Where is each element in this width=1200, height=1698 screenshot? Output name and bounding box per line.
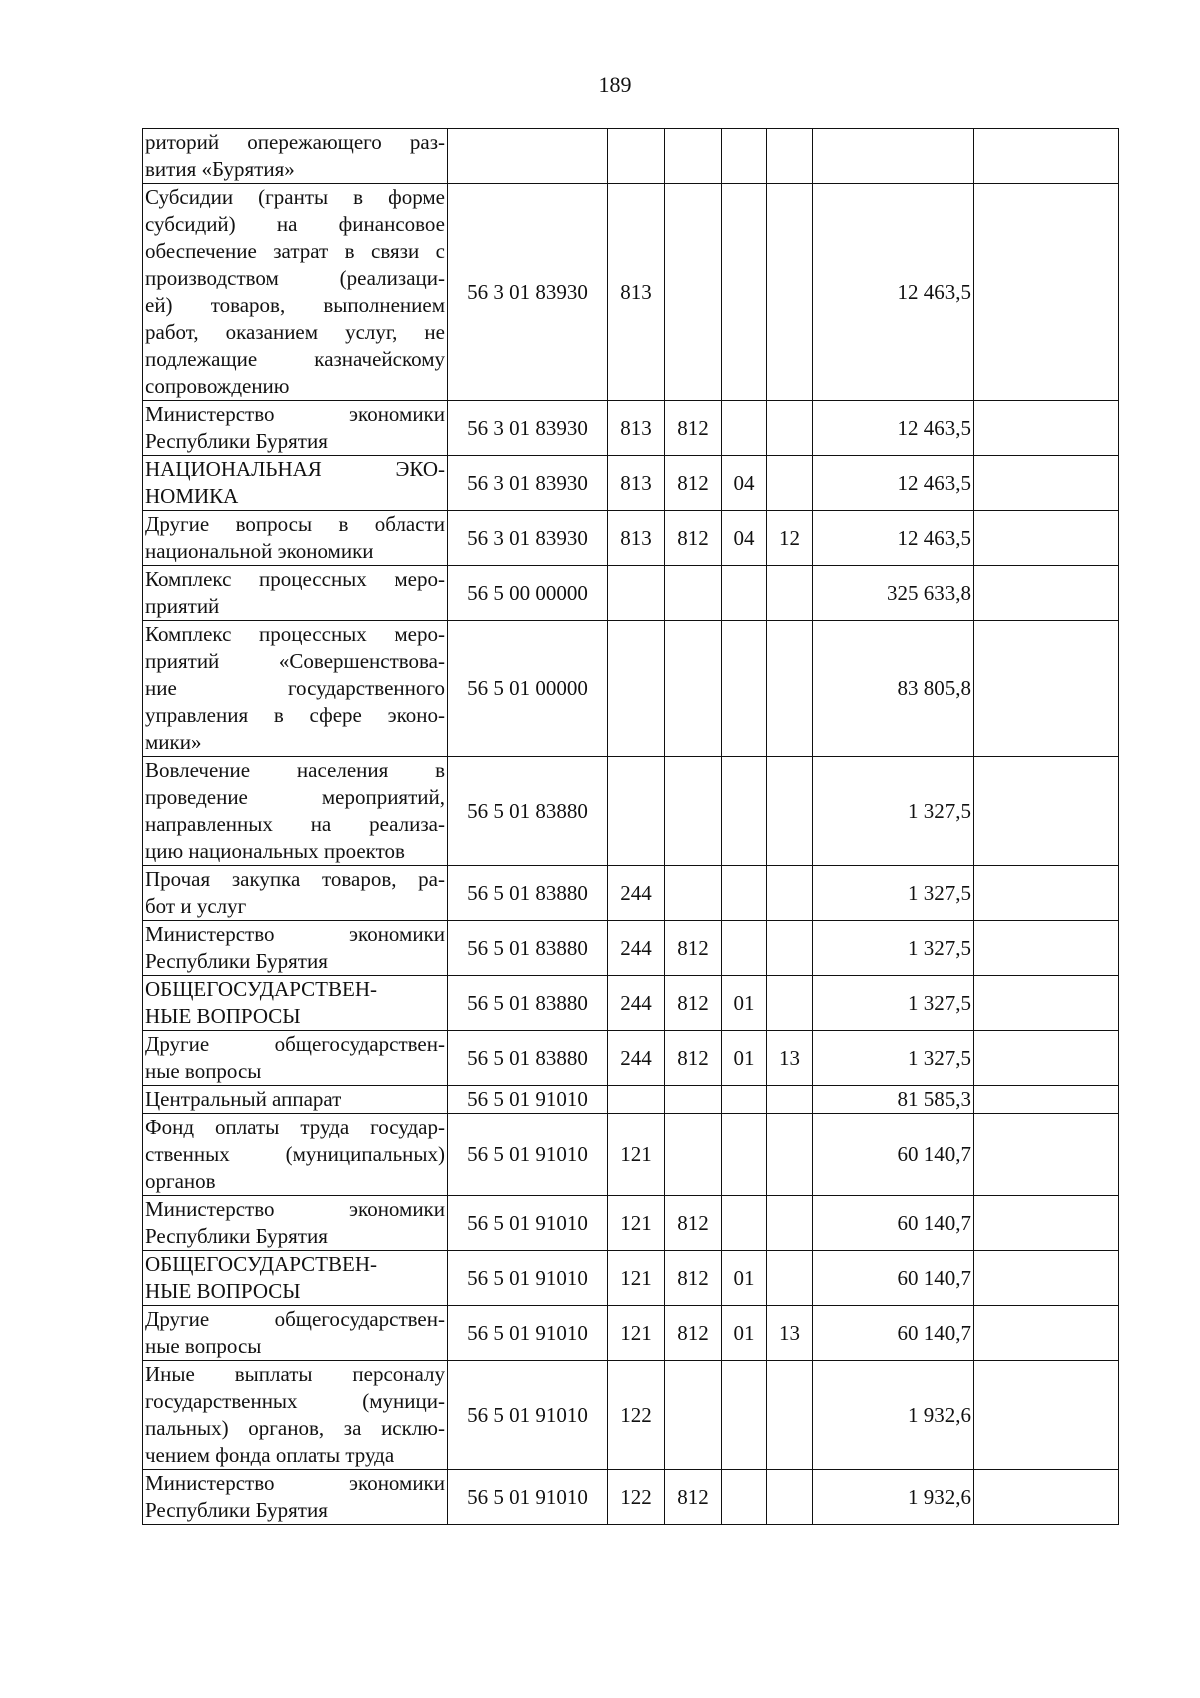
row-expense-type: 813 [608, 401, 665, 456]
row-subsection [767, 456, 813, 511]
row-name [143, 1361, 448, 1470]
row-amount: 12 463,5 [813, 511, 974, 566]
row-expense-type [608, 757, 665, 866]
row-name-line: сопровождению [145, 374, 290, 398]
row-name-line: национальной экономики [145, 539, 374, 563]
row-subsection [767, 1086, 813, 1114]
row-amount: 1 932,6 [813, 1361, 974, 1470]
row-name [143, 1306, 448, 1361]
row-name-line: НЫЕ ВОПРОСЫ [145, 1279, 301, 1303]
row-grbs [665, 866, 722, 921]
row-expense-type: 122 [608, 1470, 665, 1525]
row-name-line: государственных (муници- [145, 1389, 445, 1413]
row-section [722, 1196, 767, 1251]
row-amount: 60 140,7 [813, 1114, 974, 1196]
row-name [143, 621, 448, 757]
row-subsection [767, 621, 813, 757]
row-name-line: управления в сфере эконо- [145, 703, 445, 727]
row-code: 56 3 01 83930 [448, 511, 608, 566]
row-amount [813, 129, 974, 184]
row-name-line: Вовлечение населения в [145, 758, 445, 782]
row-name-line: НАЦИОНАЛЬНАЯ ЭКО- [145, 457, 445, 481]
row-empty-cell [974, 129, 1119, 184]
row-name-line: подлежащие казначейскому [145, 347, 445, 371]
row-name [143, 1031, 448, 1086]
row-name-line: Центральный аппарат [145, 1087, 342, 1111]
row-expense-type: 121 [608, 1306, 665, 1361]
row-grbs [665, 129, 722, 184]
row-name-line: ные вопросы [145, 1334, 262, 1358]
row-name-line: Комплекс процессных меро- [145, 622, 445, 646]
row-name-line: Фонд оплаты труда государ- [145, 1115, 445, 1139]
row-section [722, 566, 767, 621]
row-subsection [767, 866, 813, 921]
row-subsection [767, 976, 813, 1031]
row-name-line: Прочая закупка товаров, ра- [145, 867, 445, 891]
row-empty-cell [974, 1114, 1119, 1196]
row-name-line: цию национальных проектов [145, 839, 405, 863]
table-row [143, 1114, 1119, 1196]
row-expense-type [608, 621, 665, 757]
row-name [143, 1251, 448, 1306]
row-name-line: Республики Бурятия [145, 949, 328, 973]
row-amount: 83 805,8 [813, 621, 974, 757]
row-expense-type: 813 [608, 456, 665, 511]
page-number: 189 [598, 72, 632, 97]
row-grbs: 812 [665, 511, 722, 566]
row-name [143, 921, 448, 976]
row-amount: 12 463,5 [813, 184, 974, 401]
row-code: 56 5 01 91010 [448, 1251, 608, 1306]
table-row [143, 1470, 1119, 1525]
table-row [143, 621, 1119, 757]
row-name-line: приятий «Совершенствова- [145, 649, 445, 673]
table-row [143, 866, 1119, 921]
row-name-line: Другие общегосударствен- [145, 1307, 445, 1331]
row-empty-cell [974, 921, 1119, 976]
row-name-line: ей) товаров, выполнением [145, 293, 445, 317]
row-name [143, 129, 448, 184]
row-grbs: 812 [665, 1251, 722, 1306]
row-name [143, 757, 448, 866]
table-row [143, 456, 1119, 511]
row-name-line: НЫЕ ВОПРОСЫ [145, 1004, 301, 1028]
row-subsection [767, 1470, 813, 1525]
row-grbs [665, 1361, 722, 1470]
row-subsection [767, 921, 813, 976]
row-empty-cell [974, 621, 1119, 757]
table-row [143, 976, 1119, 1031]
row-amount: 60 140,7 [813, 1196, 974, 1251]
row-name-line: Министерство экономики [145, 922, 445, 946]
row-name-line: приятий [145, 594, 220, 618]
row-subsection [767, 184, 813, 401]
row-expense-type [608, 1086, 665, 1114]
row-section [722, 1086, 767, 1114]
row-amount: 1 932,6 [813, 1470, 974, 1525]
table-row [143, 129, 1119, 184]
table-row [143, 1251, 1119, 1306]
row-empty-cell [974, 1361, 1119, 1470]
row-name [143, 976, 448, 1031]
row-name-line: Республики Бурятия [145, 429, 328, 453]
row-amount: 60 140,7 [813, 1251, 974, 1306]
row-section [722, 1361, 767, 1470]
row-code: 56 5 01 91010 [448, 1306, 608, 1361]
row-empty-cell [974, 1031, 1119, 1086]
row-empty-cell [974, 1196, 1119, 1251]
row-empty-cell [974, 456, 1119, 511]
row-name [143, 511, 448, 566]
row-grbs [665, 757, 722, 866]
row-amount: 12 463,5 [813, 401, 974, 456]
row-amount: 1 327,5 [813, 921, 974, 976]
row-code: 56 5 01 00000 [448, 621, 608, 757]
row-expense-type [608, 129, 665, 184]
row-amount: 1 327,5 [813, 976, 974, 1031]
table-row [143, 511, 1119, 566]
row-grbs [665, 621, 722, 757]
row-empty-cell [974, 757, 1119, 866]
row-subsection [767, 129, 813, 184]
row-code: 56 5 01 83880 [448, 921, 608, 976]
row-name-line: риторий опережающего раз- [145, 130, 445, 154]
row-section: 01 [722, 976, 767, 1031]
row-name [143, 1470, 448, 1525]
row-grbs: 812 [665, 1196, 722, 1251]
row-name-line: Республики Бурятия [145, 1224, 328, 1248]
row-name-line: Другие вопросы в области [145, 512, 445, 536]
table-row [143, 1196, 1119, 1251]
row-name-line: ные вопросы [145, 1059, 262, 1083]
row-code: 56 5 01 91010 [448, 1086, 608, 1114]
row-subsection: 13 [767, 1031, 813, 1086]
table-body [143, 129, 1119, 1525]
row-section [722, 921, 767, 976]
row-name-line: Республики Бурятия [145, 1498, 328, 1522]
row-empty-cell [974, 566, 1119, 621]
row-grbs: 812 [665, 921, 722, 976]
row-name-line: мики» [145, 730, 202, 754]
row-name-line: ние государственного [145, 676, 445, 700]
row-name [143, 566, 448, 621]
row-grbs: 812 [665, 1031, 722, 1086]
row-amount: 81 585,3 [813, 1086, 974, 1114]
row-name-line: бот и услуг [145, 894, 247, 918]
row-code: 56 5 00 00000 [448, 566, 608, 621]
row-name [143, 184, 448, 401]
row-section [722, 757, 767, 866]
row-name-line: Другие общегосударствен- [145, 1032, 445, 1056]
row-name-line: пальных) органов, за исклю- [145, 1416, 445, 1440]
budget-table [142, 128, 1119, 1525]
row-empty-cell [974, 1251, 1119, 1306]
table-row [143, 566, 1119, 621]
row-section [722, 1114, 767, 1196]
row-name [143, 456, 448, 511]
row-name-line: Министерство экономики [145, 1471, 445, 1495]
row-name-line: ственных (муниципальных) [145, 1142, 445, 1166]
table-row [143, 401, 1119, 456]
row-section [722, 866, 767, 921]
row-empty-cell [974, 866, 1119, 921]
table-row [143, 921, 1119, 976]
row-expense-type: 244 [608, 866, 665, 921]
table-row [143, 1306, 1119, 1361]
row-name-line: производством (реализаци- [145, 266, 445, 290]
row-expense-type: 121 [608, 1196, 665, 1251]
row-amount: 1 327,5 [813, 757, 974, 866]
row-grbs: 812 [665, 401, 722, 456]
row-name-line: направленных на реализа- [145, 812, 445, 836]
row-name-line: НОМИКА [145, 484, 239, 508]
row-section: 01 [722, 1306, 767, 1361]
row-section: 04 [722, 456, 767, 511]
row-name-line: чением фонда оплаты труда [145, 1443, 395, 1467]
row-section [722, 621, 767, 757]
row-name [143, 1196, 448, 1251]
row-section [722, 1470, 767, 1525]
row-empty-cell [974, 1470, 1119, 1525]
row-name-line: работ, оказанием услуг, не [145, 320, 445, 344]
row-grbs: 812 [665, 976, 722, 1031]
row-grbs [665, 566, 722, 621]
table-row [143, 1086, 1119, 1114]
row-subsection [767, 1361, 813, 1470]
row-code: 56 5 01 83880 [448, 1031, 608, 1086]
row-name-line: Комплекс процессных меро- [145, 567, 445, 591]
row-expense-type: 244 [608, 1031, 665, 1086]
row-section [722, 401, 767, 456]
row-expense-type: 813 [608, 511, 665, 566]
row-section [722, 129, 767, 184]
row-name-line: Иные выплаты персоналу [145, 1362, 445, 1386]
row-grbs: 812 [665, 1306, 722, 1361]
row-code: 56 5 01 91010 [448, 1470, 608, 1525]
row-code: 56 3 01 83930 [448, 456, 608, 511]
table-row [143, 184, 1119, 401]
row-empty-cell [974, 1086, 1119, 1114]
row-subsection [767, 757, 813, 866]
row-name-line: органов [145, 1169, 216, 1193]
row-code: 56 5 01 83880 [448, 976, 608, 1031]
row-name [143, 401, 448, 456]
row-name-line: Министерство экономики [145, 1197, 445, 1221]
row-empty-cell [974, 184, 1119, 401]
row-subsection: 12 [767, 511, 813, 566]
row-empty-cell [974, 1306, 1119, 1361]
row-section: 01 [722, 1031, 767, 1086]
row-name [143, 866, 448, 921]
row-amount: 60 140,7 [813, 1306, 974, 1361]
row-code: 56 5 01 83880 [448, 866, 608, 921]
row-subsection [767, 566, 813, 621]
row-amount: 12 463,5 [813, 456, 974, 511]
row-section: 04 [722, 511, 767, 566]
row-code: 56 5 01 83880 [448, 757, 608, 866]
row-expense-type: 121 [608, 1114, 665, 1196]
table-row [143, 757, 1119, 866]
row-name-line: Субсидии (гранты в форме [145, 185, 445, 209]
table-row [143, 1031, 1119, 1086]
row-name-line: вития «Бурятия» [145, 157, 295, 181]
row-code [448, 129, 608, 184]
row-code: 56 5 01 91010 [448, 1114, 608, 1196]
row-expense-type: 244 [608, 921, 665, 976]
row-empty-cell [974, 401, 1119, 456]
row-name [143, 1114, 448, 1196]
row-expense-type: 813 [608, 184, 665, 401]
row-amount: 1 327,5 [813, 1031, 974, 1086]
row-code: 56 3 01 83930 [448, 184, 608, 401]
row-name-line: обеспечение затрат в связи с [145, 239, 445, 263]
row-empty-cell [974, 976, 1119, 1031]
row-subsection [767, 1196, 813, 1251]
row-expense-type: 244 [608, 976, 665, 1031]
row-name [143, 1086, 448, 1114]
row-name-line: ОБЩЕГОСУДАРСТВЕН- [145, 1252, 378, 1276]
row-section: 01 [722, 1251, 767, 1306]
row-grbs [665, 1114, 722, 1196]
row-subsection [767, 1114, 813, 1196]
row-empty-cell [974, 511, 1119, 566]
row-code: 56 5 01 91010 [448, 1361, 608, 1470]
row-name-line: ОБЩЕГОСУДАРСТВЕН- [145, 977, 378, 1001]
row-subsection [767, 1251, 813, 1306]
row-code: 56 3 01 83930 [448, 401, 608, 456]
row-name-line: проведение мероприятий, [145, 785, 445, 809]
table-row [143, 1361, 1119, 1470]
row-amount: 1 327,5 [813, 866, 974, 921]
row-expense-type: 121 [608, 1251, 665, 1306]
row-expense-type: 122 [608, 1361, 665, 1470]
row-amount: 325 633,8 [813, 566, 974, 621]
row-grbs [665, 1086, 722, 1114]
row-expense-type [608, 566, 665, 621]
row-grbs: 812 [665, 456, 722, 511]
row-section [722, 184, 767, 401]
row-grbs [665, 184, 722, 401]
row-subsection [767, 401, 813, 456]
row-subsection: 13 [767, 1306, 813, 1361]
row-name-line: субсидий) на финансовое [145, 212, 445, 236]
row-name-line: Министерство экономики [145, 402, 445, 426]
row-grbs: 812 [665, 1470, 722, 1525]
row-code: 56 5 01 91010 [448, 1196, 608, 1251]
